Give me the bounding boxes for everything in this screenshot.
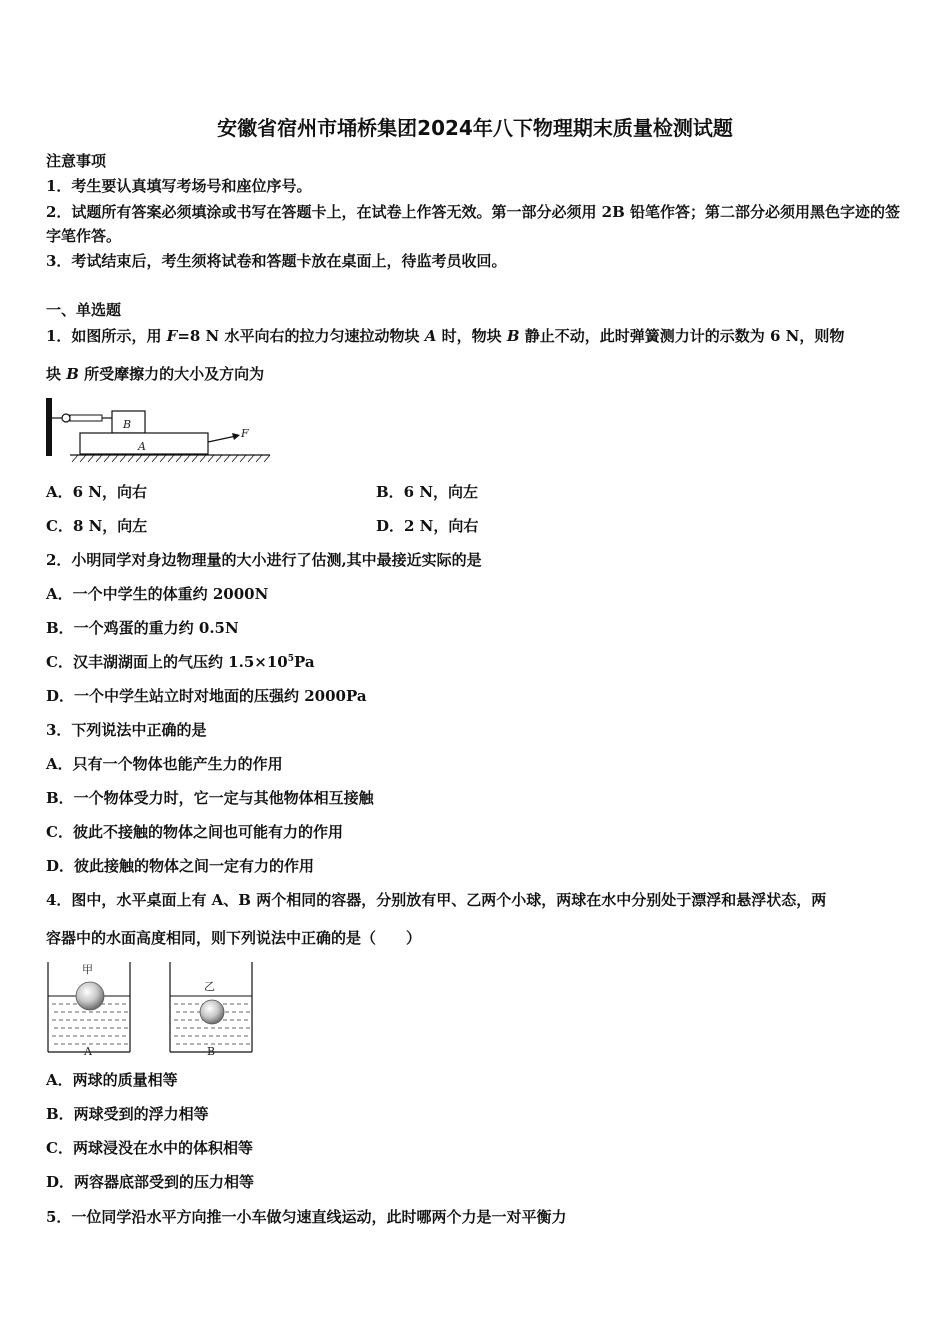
label-yi: 乙 — [204, 980, 215, 993]
page-title: 安徽省宿州市埇桥集团2024年八下物理期末质量检测试题 — [217, 116, 733, 140]
q5-stem: 5．一位同学沿水平方向推一小车做匀速直线运动，此时哪两个力是一对平衡力 — [46, 1208, 567, 1226]
q2-option-a: A．一个中学生的体重约 2000N — [46, 585, 269, 603]
label-container-a: A — [84, 1045, 92, 1058]
q1-stem-line2: 块 B 所受摩擦力的大小及方向为 — [46, 365, 265, 383]
ball-yi — [200, 1000, 224, 1024]
q1-option-d: D．2 N，向右 — [376, 517, 479, 535]
container-b — [170, 962, 252, 1058]
q4-option-d: D．两容器底部受到的压力相等 — [46, 1173, 255, 1191]
q1-stem-line1: 1．如图所示，用 F=8 N 水平向右的拉力匀速拉动物块 A 时，物块 B 静止不动，此时弹簧测力计的示数为 6 N，则物 — [46, 327, 845, 345]
q4-stem-line2: 容器中的水面高度相同，则下列说法中正确的是（ ） — [46, 929, 422, 947]
q3-stem: 3．下列说法中正确的是 — [46, 721, 207, 739]
label-container-b: B — [207, 1045, 216, 1058]
q4-figure — [44, 958, 258, 1058]
q4-option-b: B．两球受到的浮力相等 — [46, 1105, 209, 1123]
container-a — [48, 962, 130, 1058]
q2-option-b: B．一个鸡蛋的重力约 0.5N — [46, 619, 239, 637]
wall — [46, 398, 52, 456]
q1-option-a: A．6 N，向右 — [46, 483, 148, 501]
q2-option-d: D．一个中学生站立时对地面的压强约 2000Pa — [46, 687, 367, 705]
label-b: B — [123, 418, 132, 431]
ground-hatching — [72, 455, 270, 462]
q1-option-c: C．8 N，向左 — [46, 517, 148, 535]
force-arrow-icon — [232, 433, 240, 440]
q1-figure — [44, 396, 276, 464]
spring-scale-icon — [62, 414, 70, 422]
notice-item-3: 3．考试结束后，考生须将试卷和答题卡放在桌面上，待监考员收回。 — [46, 252, 507, 270]
q1-option-b: B．6 N，向左 — [376, 483, 479, 501]
q3-option-b: B．一个物体受力时，它一定与其他物体相互接触 — [46, 789, 374, 807]
ball-jia — [76, 982, 104, 1010]
q2-option-c: C．汉丰湖湖面上的气压约 $1.5\times 10^5Pa$ — [46, 653, 315, 671]
section-heading: 一、单选题 — [46, 301, 122, 319]
q3-option-c: C．彼此不接触的物体之间也可能有力的作用 — [46, 823, 343, 841]
q4-option-a: A．两球的质量相等 — [46, 1071, 178, 1089]
label-f: F — [241, 427, 249, 440]
q2-stem: 2．小明同学对身边物理量的大小进行了估测,其中最接近实际的是 — [46, 551, 482, 569]
q4-option-c: C．两球浸没在水中的体积相等 — [46, 1139, 253, 1157]
q4-stem-line1: 4．图中，水平桌面上有 A、B 两个相同的容器，分别放有甲、乙两个小球，两球在水中分别处于漂浮和悬浮状态，两 — [46, 891, 827, 909]
notice-heading: 注意事项 — [46, 152, 107, 170]
q3-option-a: A．只有一个物体也能产生力的作用 — [46, 755, 283, 773]
label-jia: 甲 — [82, 963, 93, 976]
notice-item-1: 1．考生要认真填写考场号和座位序号。 — [46, 177, 312, 195]
q3-option-d: D．彼此接触的物体之间一定有力的作用 — [46, 857, 315, 875]
label-a: A — [138, 440, 146, 453]
notice-item-2: 2．试题所有答案必须填涂或书写在答题卡上，在试卷上作答无效。第一部分必须用 2B 铅笔作答；第二部分必须用黑色字迹的签字笔作答。 — [46, 203, 901, 245]
